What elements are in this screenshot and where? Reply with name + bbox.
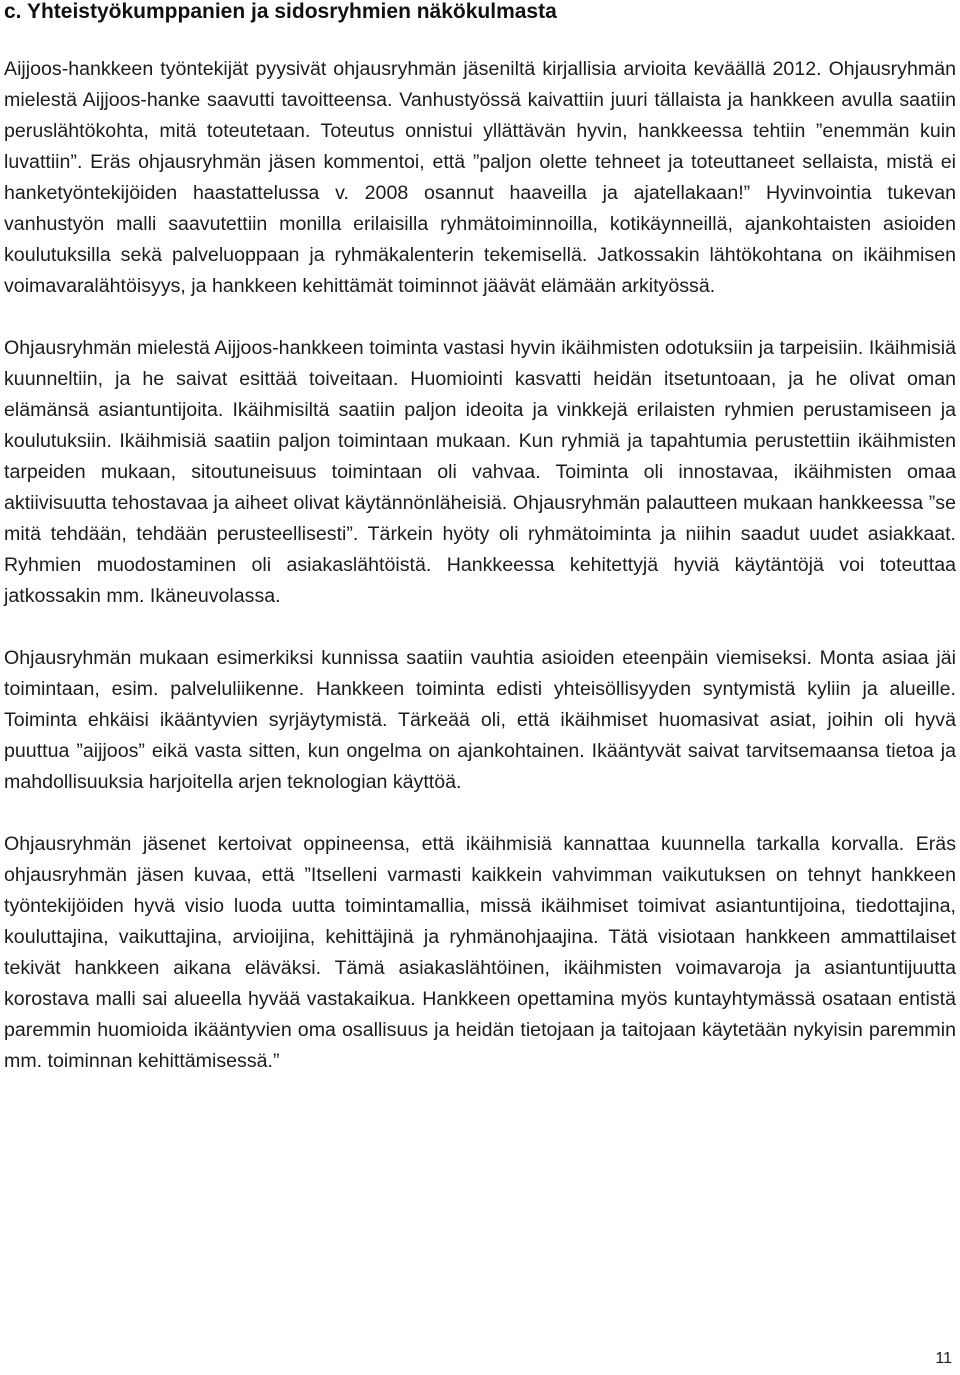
section-heading: c. Yhteistyökumppanien ja sidosryhmien näkökulmasta <box>4 0 557 23</box>
paragraph-4: Ohjausryhmän jäsenet kertoivat oppineensa, että ikäihmisiä kannattaa kuunnella tarkalla korvalla. Eräs ohjausryhmän jäsen kuvaa, että ”Itselleni varmasti kaikkein vahvimman vaikutuksen on tehnyt hankkeen työntekijöiden hyvä visio luoda uutta toimintamallia, missä ikäihmiset toimivat asiantuntijoina, tiedottajina, kouluttajina, vaikuttajina, arvioijina, kehittäjinä ja ryhmänohjaajina. Tätä visiotaan hankkeen ammattilaiset tekivät hankkeen aikana eläväksi. Tämä asiakaslähtöinen, ikäihmisten voimavaroja ja asiantuntijuutta korostava malli sai alueella hyvää vastakaikua. Hankkeen opettamina myös kuntayhtymässä osataan entistä paremmin huomioida ikääntyvien oma osallisuus ja heidän tietojaan ja taitojaan käytetään nykyisin paremmin mm. toiminnan kehittämisessä.” <box>4 833 956 1072</box>
page-number: 11 <box>935 1350 952 1367</box>
paragraph-2: Ohjausryhmän mielestä Aijjoos-hankkeen toiminta vastasi hyvin ikäihmisten odotuksiin ja tarpeisiin. Ikäihmisiä kuunneltiin, ja he saivat esittää toiveitaan. Huomiointi kasvatti heidän itsetuntoaan, ja he olivat oman elämänsä asiantuntijoita. Ikäihmisiltä saatiin paljon ideoita ja vinkkejä erilaisten ryhmien perustamiseen ja koulutuksiin. Ikäihmisiä saatiin paljon toimintaan mukaan. Kun ryhmiä ja tapahtumia perustettiin ikäihmisten tarpeiden mukaan, sitoutuneisuus toimintaan oli vahvaa. Toiminta oli innostavaa, ikäihmisten omaa aktiivisuutta tehostavaa ja aiheet olivat käytännönläheisiä. Ohjausryhmän palautteen mukaan hankkeessa ”se mitä tehdään, tehdään perusteellisesti”. Tärkein hyöty oli ryhmätoiminta ja niihin saadut uudet asiakkaat. Ryhmien muodostaminen oli asiakaslähtöistä. Hankkeessa kehitettyjä hyviä käytäntöjä voi toteuttaa jatkossakin mm. Ikäneuvolassa. <box>4 337 956 607</box>
paragraph-1: Aijjoos-hankkeen työntekijät pyysivät ohjausryhmän jäseniltä kirjallisia arvioita keväällä 2012. Ohjausryhmän mielestä Aijjoos-hanke saavutti tavoitteensa. Vanhustyössä kaivattiin juuri tällaista ja hankkeen avulla saatiin peruslähtökohta, mitä toteutetaan. Toteutus onnistui yllättävän hyvin, hankkeessa tehtiin ”enemmän kuin luvattiin”. Eräs ohjausryhmän jäsen kommentoi, että ”paljon olette tehneet ja toteuttaneet sellaista, mistä ei hanketyöntekijöiden haastattelussa v. 2008 osannut haaveilla ja ajatellakaan!” Hyvinvointia tukevan vanhustyön malli saavutettiin monilla erilaisilla ryhmätoiminnoilla, kotikäynneillä, ajankohtaisten asioiden koulutuksilla sekä palveluoppaan ja ryhmäkalenterin tekemisellä. Jatkossakin lähtökohtana on ikäihmisen voimavaralähtöisyys, ja hankkeen kehittämät toiminnot jäävät elämään arkityössä. <box>4 58 956 297</box>
paragraph-3: Ohjausryhmän mukaan esimerkiksi kunnissa saatiin vauhtia asioiden eteenpäin viemiseksi. Monta asiaa jäi toimintaan, esim. palveluliikenne. Hankkeen toiminta edisti yhteisöllisyyden syntymistä kyliin ja alueille. Toiminta ehkäisi ikääntyvien syrjäytymistä. Tärkeää oli, että ikäihmiset huomasivat asiat, joihin oli hyvä puuttua ”aijjoos” eikä vasta sitten, kun ongelma on ajankohtainen. Ikääntyvät saivat tarvitsemaansa tietoa ja mahdollisuuksia harjoitella arjen teknologian käyttöä. <box>4 647 956 793</box>
document-page <box>4 0 956 1077</box>
